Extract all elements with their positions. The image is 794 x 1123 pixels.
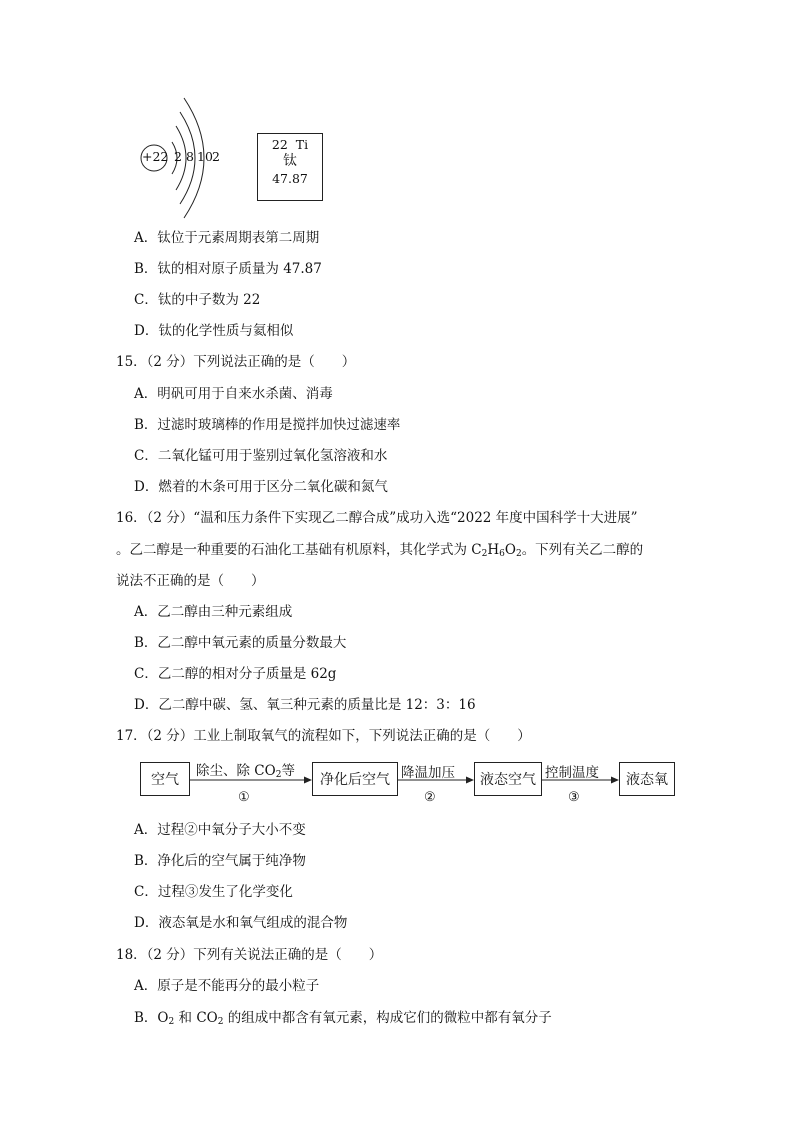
- flow-step2-label: 降温加压: [401, 765, 455, 781]
- q16-option-c: C．乙二醇的相对分子质量是 62g: [134, 666, 337, 682]
- q17-stem: 17．（2 分）工业上制取氧气的流程如下，下列说法正确的是（ ）: [116, 728, 531, 744]
- q18-option-a: A．原子是不能再分的最小粒子: [134, 978, 320, 994]
- atomic-mass: 47.87: [272, 171, 308, 186]
- formula-subscript: 2: [217, 1017, 224, 1027]
- flow-box-liquid-oxygen: 液态氧: [619, 762, 675, 796]
- q18-option-b-text: B．O: [134, 1010, 169, 1026]
- formula-element: O: [504, 542, 516, 558]
- q16-option-b: B．乙二醇中氧元素的质量分数最大: [134, 635, 347, 651]
- flow-step3-number: ③: [568, 790, 580, 805]
- nucleus-charge: +22: [142, 149, 169, 164]
- shell-count-3: 10: [197, 149, 213, 164]
- flow-step1-label: [196, 759, 295, 780]
- q18-stem: 18．（2 分）下列有关说法正确的是（ ）: [116, 947, 383, 963]
- formula-subscript: 2: [275, 770, 282, 780]
- q16-stem-line1: 16．（2 分）“温和压力条件下实现乙二醇合成”成功入选“2022 年度中国科学十大进展”: [116, 510, 638, 526]
- q16-stem-text-a: 。乙二醇是一种重要的石油化工基础有机原料，其化学式为 C: [116, 542, 482, 558]
- q17-option-c: C．过程③发生了化学变化: [134, 884, 293, 900]
- q16-option-d: D．乙二醇中碳、氢、氧三种元素的质量比是 12：3：16: [134, 697, 476, 713]
- flow-step1-number: ①: [238, 790, 250, 805]
- formula-subscript: 2: [168, 1017, 175, 1027]
- flow-step1-text: 除尘、除 CO: [196, 763, 276, 779]
- shell-count-4: 2: [212, 149, 220, 164]
- flow-step1-text-end: 等: [281, 763, 295, 779]
- flow-step2-number: ②: [424, 790, 436, 805]
- q16-option-a: A．乙二醇由三种元素组成: [134, 604, 293, 620]
- flow-box-purified-air: 净化后空气: [312, 762, 398, 796]
- q18-option-b-text: 和 CO: [174, 1010, 218, 1026]
- q15-option-d: D．燃着的木条可用于区分二氧化碳和氮气: [134, 479, 388, 495]
- atomic-number: 22: [271, 137, 288, 152]
- shell-count-1: 2: [174, 149, 182, 164]
- q15-stem: 15．（2 分）下列说法正确的是（ ）: [116, 354, 356, 370]
- formula-subscript: 2: [481, 549, 488, 559]
- q16-stem-text-b: 。下列有关乙二醇的: [521, 542, 644, 558]
- q14-option-d: D．钛的化学性质与氦相似: [134, 323, 294, 339]
- shell-count-2: 8: [186, 149, 194, 164]
- q16-stem-line3: 说法不正确的是（ ）: [116, 573, 265, 589]
- q14-option-c: C．钛的中子数为 22: [134, 292, 261, 308]
- formula-subscript: 2: [515, 549, 522, 559]
- element-symbol: Ti: [295, 137, 309, 152]
- q15-option-b: B．过滤时玻璃棒的作用是搅拌加快过滤速率: [134, 417, 401, 433]
- q18-option-b-text: 的组成中都含有氧元素，构成它们的微粒中都有氧分子: [223, 1010, 552, 1026]
- q14-option-b: B．钛的相对原子质量为 47.87: [134, 261, 322, 277]
- formula-subscript: 6: [499, 549, 505, 559]
- q17-option-a: A．过程②中氧分子大小不变: [134, 822, 306, 838]
- q15-option-c: C．二氧化锰可用于鉴别过氧化氢溶液和水: [134, 448, 388, 464]
- q18-option-b: [134, 1008, 552, 1032]
- flow-box-liquid-air: 液态空气: [474, 762, 542, 796]
- formula-element: H: [487, 542, 500, 558]
- q14-option-a: A．钛位于元素周期表第二周期: [134, 230, 320, 246]
- q17-option-d: D．液态氧是水和氧气组成的混合物: [134, 915, 348, 931]
- flow-box-air: 空气: [140, 762, 190, 796]
- element-name: 钛: [283, 153, 297, 169]
- q17-option-b: B．净化后的空气属于纯净物: [134, 853, 306, 869]
- q15-option-a: A．明矾可用于自来水杀菌、消毒: [134, 386, 333, 402]
- flow-step3-label: 控制温度: [545, 765, 599, 781]
